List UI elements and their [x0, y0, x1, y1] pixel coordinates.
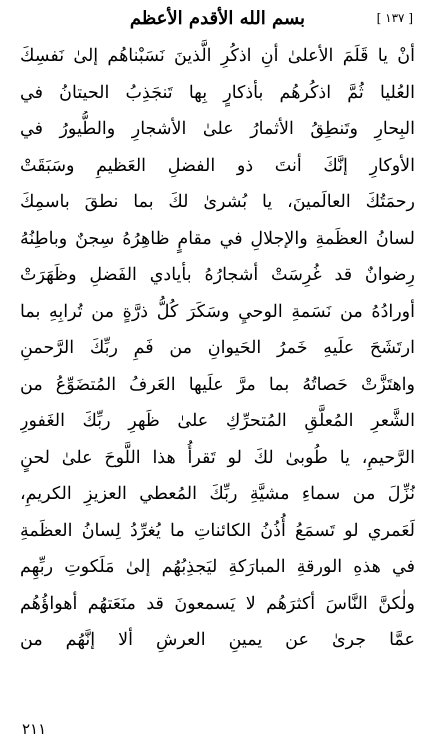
tablet-text [20, 38, 415, 659]
text-line: أنْ يا قَلَمَ الأعلىٰ أنِ اذكُرِ الَّذينَ نَسَبْناهُم إلىٰ نَفسِكَ [20, 46, 415, 66]
text-line: الرَّحيمِ، يا طُوبىٰ لكَ لو تَقرأُ هذا اللَّوحَ علىٰ لحنٍ [20, 447, 415, 468]
tablet-number: [ ١٣٧ ] [376, 11, 413, 25]
text-line: واهتَزَّتْ حَصاتُهُ بما مرَّ علَيها العَرفُ المُتضَوِّعُ من [20, 374, 415, 395]
text-line: البِحارِ وتَنطِقُ الأثمارُ علىٰ الأشجارِ والطُّيورُ في [20, 119, 415, 139]
page-title: بسم الله الأقدم الأعظم [129, 8, 306, 29]
text-line: في هذهِ الورقةِ المبارَكةِ ليَجذِبُهُم إلىٰ مَلَكوتِ ربِّهِم [20, 557, 415, 577]
text-line: العُليا ثُمَّ اذكُرهُم بأذكارٍ بِها تَنجَذِبُ الحيتانُ في [20, 82, 415, 103]
page-number: ٢١١ [22, 720, 47, 738]
text-line: لَعَمري لو تَسمَعُ أُذُنُ الكائناتِ ما يُغرِّدُ لِسانُ العظَمةِ [20, 520, 415, 541]
page-header [22, 8, 413, 34]
text-line: لسانُ العظَمةِ والإجلالِ في مقامٍ ظاهِرُهُ سِجنٌ وباطِنُهُ [20, 228, 415, 249]
text-line: الأوكارِ إنَّكَ أنتَ ذو الفضلِ العَظيمِ وسَبَقَتْ [20, 155, 415, 176]
text-line: عمَّا جرىٰ عن يمينِ العرشِ ألا إنَّهُم من [20, 630, 415, 650]
text-line: نُزِّلَ من سماءِ مشيَّةِ ربِّكَ المُعطي العزيزِ الكريمِ، [20, 484, 415, 504]
text-line: أورادُهُ من نَسَمةِ الوحيِ وسَكَرَ كُلُّ ذرَّةٍ من تُرابِهِ بما [20, 301, 415, 322]
text-line: الشَّعرِ المُعلَّقِ المُتحرِّكِ علىٰ ظَهرِ ربِّكَ الغَفورِ [20, 411, 415, 431]
text-line: ولٰكنَّ النَّاسَ أكثرَهُم لا يَسمعونَ قد منَعَتهُم أهواؤُهُم [20, 593, 415, 614]
text-line: رحمَتُكَ العالَمينَ، يا بُشرىٰ لكَ بما نطقَ باسمِكَ [20, 192, 415, 212]
text-line: رِضوانٌ قد غُرِسَتْ أشجارُهُ بأيادي الفَضلِ وظَهَرَتْ [20, 265, 415, 285]
text-line: ارتَشَحَ علَيهِ خَمرُ الحَيوانِ من فَمِ ربِّكَ الرَّحمنِ [20, 338, 415, 358]
